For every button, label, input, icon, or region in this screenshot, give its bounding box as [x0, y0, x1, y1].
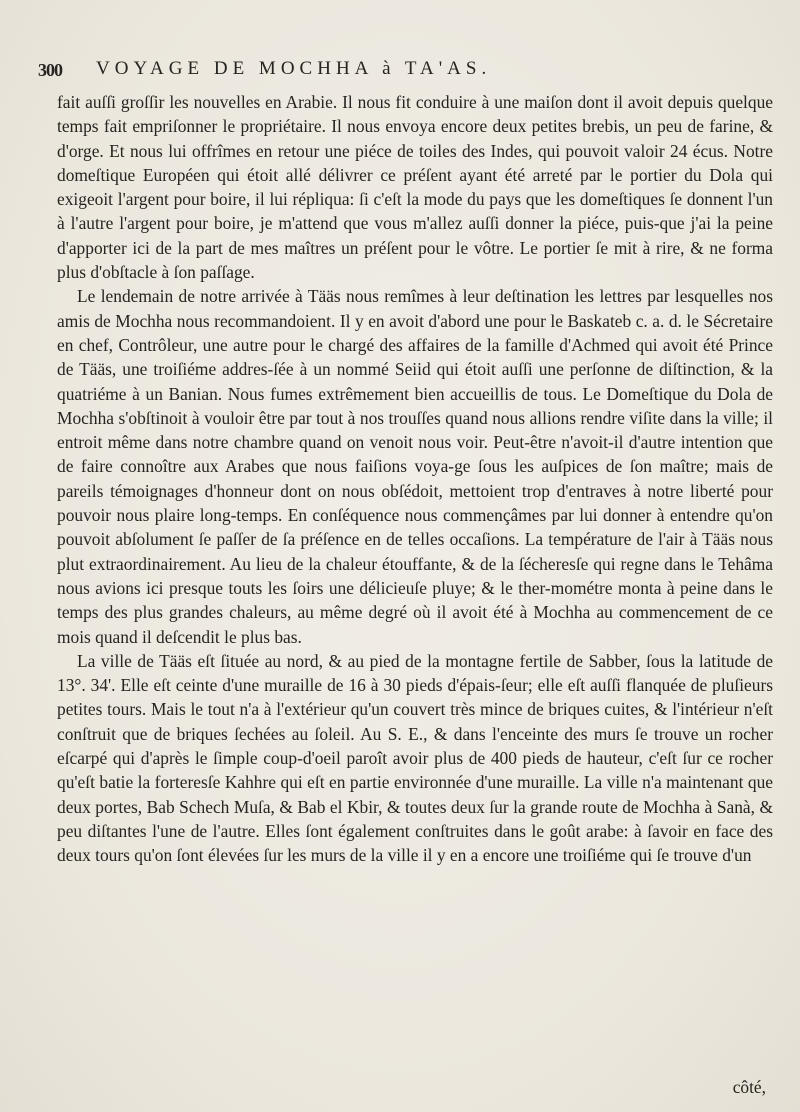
page-number: 300	[38, 60, 62, 80]
page-body	[57, 90, 773, 868]
paragraph: Le lendemain de notre arrivée à Tääs nous remîmes à leur deſtination les lettres par lesquelles nos amis de Mochha nous recommandoient. Il y en avoit d'abord une pour le Baskateb c. a. d. le Sécretaire en chef, Contrôleur, une autre pour le chargé des affaires de la famille d'Achmed qui avoit été Prince de Tääs, une troiſiéme addres-ſée à un nommé Seiid qui étoit auſſi une perſonne de diſtinction, & la quatriéme à un Banian. Nous fumes extrêmement bien accueillis de tous. Le Domeſtique du Dola de Mochha s'obſtinoit à vouloir être par tout à nos trouſſes quand nous allions rendre viſite dans la ville; il entroit même dans notre chambre quand on venoit nous voir. Peut-être n'avoit-il d'autre intention que de faire connoître aux Arabes que nous faiſions voya-ge ſous les auſpices de ſon maître; mais de pareils témoignages d'honneur dont on nous obſédoit, mettoient trop d'entraves à notre liberté pour pouvoir nous plaire long-temps. En conſéquence nous commençâmes par lui donner à entendre qu'on pouvoit abſolument ſe paſſer de ſa préſence en de telles occaſions. La température de l'air à Tääs nous plut extraordinairement. Au lieu de la chaleur étouffante, & de la ſécheresſe qui regne dans le Tehâma nous avions ici presque touts les ſoirs une délicieuſe pluye; & le ther-mométre monta à peine dans le temps des plus grandes chaleurs, au même degré où il avoit été à Mochha au commencement de ce mois quand il deſcendit le plus bas.	[57, 286, 773, 647]
paragraph: La ville de Tääs eſt ſituée au nord, & au pied de la montagne fertile de Sabber, ſous la latitude de 13°. 34'. Elle eſt ceinte d'une muraille de 16 à 30 pieds d'épais-ſeur; elle eſt auſſi flanquée de pluſieurs petites tours. Mais le tout n'a à l'extérieur qu'un couvert très mince de briques cuites, & l'intérieur n'eſt conſtruit que de briques ſechées au ſoleil. Au S. E., & dans l'enceinte des murs ſe trouve un rocher eſcarpé qui d'après le ſimple coup-d'oeil paroît avoir plus de 400 pieds de hauteur, c'eſt ſur ce rocher qu'eſt batie la forteresſe Kahhre qui eſt en partie environnée d'une muraille. La ville n'a maintenant que deux portes, Bab Schech Muſa, & Bab el Kbir, & toutes deux ſur la grande route de Mochha à Sanà, & peu diſtantes l'une de l'autre. Elles ſont également conſtruites dans le goût arabe: à ſavoir en face des deux tours qu'on ſont élevées ſur les murs de la ville il y en a encore une troiſiéme qui ſe trouve d'un	[57, 650, 773, 866]
paragraph: fait auſſi groſſir les nouvelles en Arabie. Il nous fit conduire à une maiſon dont il avoit depuis quelque temps fait empriſonner le propriétaire. Il nous envoya encore deux petites brebis, un peu de farine, & d'orge. Et nous lui offrîmes en retour une piéce de toiles des Indes, qui pouvoit valoir 24 écus. Notre domeſtique Européen qui étoit allé délivrer ce préſent ayant été arreté par le portier du Dola qui exigeoit l'argent pour boire, il lui répliqua: ſi c'eſt la mode du pays que les domeſtiques ſe donnent l'un à l'autre l'argent pour boire, je m'attend que vous m'allez auſſi donner la piéce, puis-que j'ai la peine d'apporter ici de la part de mes maîtres un préſent pour le vôtre. Le portier ſe mit à rire, & ne forma plus d'obſtacle à ſon paſſage.	[57, 92, 773, 283]
running-title: VOYAGE DE MOCHHA à TA'AS.	[96, 58, 492, 79]
catchword: côté,	[732, 1077, 766, 1097]
page-header	[38, 58, 492, 86]
